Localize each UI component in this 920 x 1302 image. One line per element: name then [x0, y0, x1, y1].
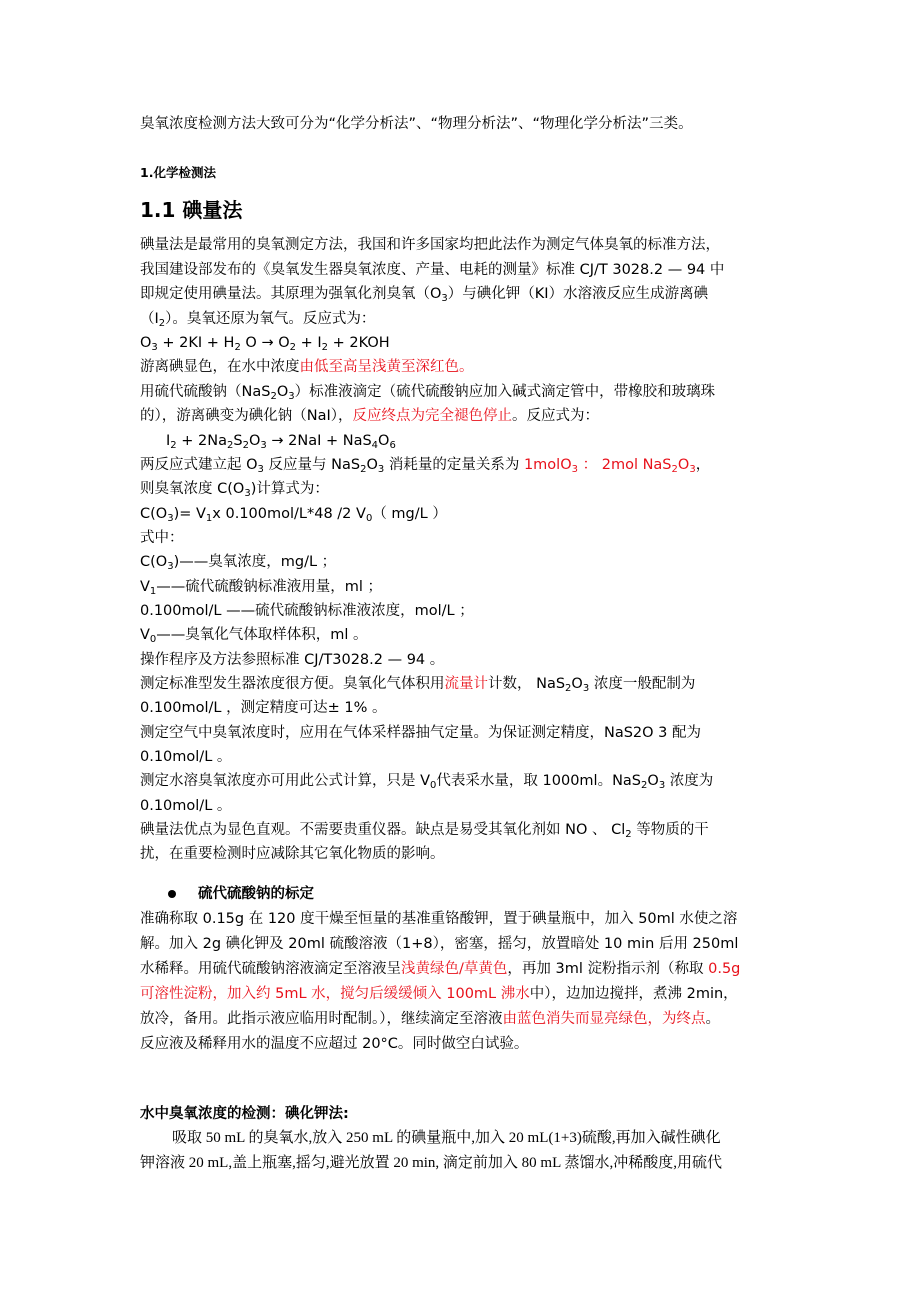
text-run: 浅黄绿色/草黄色 [401, 961, 508, 977]
water-ozone-heading: 水中臭氧浓度的检测：碘化钾法: [140, 1106, 349, 1122]
text-run: )= V [173, 506, 206, 522]
text-run: 2 [565, 683, 572, 694]
color-description [140, 356, 785, 378]
text-run: V [140, 579, 150, 595]
text-run: 2 [321, 342, 329, 353]
text-run: S [233, 433, 243, 449]
text-run: 2 [625, 829, 632, 840]
text-run: ， [695, 457, 711, 473]
text-run: ——硫代硫酸钠标准液用量，ml ； [156, 579, 383, 595]
text-run: C(O [140, 506, 168, 522]
generator-measure-line-1 [140, 673, 785, 700]
text-run: 放冷，备用。此指示液应临用时配制。），继续滴定至溶液 [140, 1011, 503, 1027]
text-run: ，再加 3ml 淀粉指示剂（称取 [507, 961, 709, 977]
text-run: 2 [641, 780, 648, 791]
stoichiometry-relation [140, 454, 785, 481]
text-run: + I [296, 335, 322, 351]
calc-intro [140, 478, 785, 505]
text-run: 代表采水量，取 1000ml。NaS [436, 773, 642, 789]
equation-ozone-ki [140, 332, 785, 359]
text-run: 3 [658, 780, 666, 791]
text-run: 3 [689, 464, 696, 475]
text-run: 3 [582, 683, 590, 694]
text-run: 3 [377, 464, 385, 475]
text-run: 0.5g [708, 961, 741, 977]
text-run: 6 [389, 440, 396, 451]
text-run: + 2Na [176, 433, 227, 449]
text-run: 等物质的干 [631, 822, 709, 838]
text-run: 1molO [523, 457, 572, 473]
air-measure-line-1: 测定空气中臭氧浓度时，应用在气体采样器抽气定量。为保证测定精度，NaS2O 3 配为 [140, 725, 702, 741]
def-standard-conc: 0.100mol/L ——硫代硫酸钠标准液浓度，mol/L ； [140, 603, 474, 619]
text-run: 3 [151, 342, 158, 353]
text-run: 消耗量的定量关系为 [384, 457, 524, 473]
pros-cons-line-1 [140, 819, 785, 846]
text-run: 2 [234, 342, 241, 353]
calibration-line-4 [140, 983, 785, 1005]
text-run: 则臭氧浓度 C(O [140, 481, 245, 497]
text-run: 由低至高呈浅黄至深红色。 [299, 359, 474, 375]
text-run: 0 [430, 780, 437, 791]
text-run: 浓度一般配制为 [589, 676, 696, 692]
text-run: 3 [167, 561, 174, 572]
text-run: 3 [257, 464, 264, 475]
p1-line-3: 即规定使用碘量法。其原理为强氧化剂臭氧$(O_3)$与碘化钾（KI）水溶液反应生成游离碘 [140, 286, 709, 304]
text-run: ： 2mol NaS [578, 457, 672, 473]
text-run: 。反应式为： [512, 408, 600, 424]
equation-thiosulfate [166, 430, 811, 457]
text-run: )计算式为： [250, 481, 329, 497]
p1-line-2: 我国建设部发布的《臭氧发生器臭氧浓度、产量、电耗的测量》标准 CJ/T 3028.2 — 94 中 [140, 262, 725, 278]
section-heading-chemical: 1.化学检测法 [140, 165, 216, 180]
titration-line-2 [140, 405, 785, 427]
generator-measure-line-2: 0.100mol/L ，测定精度可达± 1% 。 [140, 700, 387, 716]
text-run: 1 [149, 586, 157, 597]
text-run: 用硫代硫酸钠（NaS [140, 384, 271, 400]
text-run: O [677, 457, 690, 473]
text-run: → 2NaI + NaS [266, 433, 372, 449]
text-run: 2 [671, 464, 678, 475]
text-run: 流量计 [444, 676, 488, 692]
text-run: 反应量与 NaS [263, 457, 361, 473]
procedure-reference: 操作程序及方法参照标准 CJ/T3028.2 — 94 。 [140, 652, 445, 668]
text-run: 由蓝色消失而显亮绿色，为终点 [502, 1011, 706, 1027]
text-run: 2 [226, 440, 234, 451]
water-measure-line-1 [140, 770, 785, 797]
water-measure-line-2: 0.10mol/L 。 [140, 798, 232, 814]
text-run: 可溶性淀粉，加入约 5mL 水，搅匀后缓缓倾入 100mL 沸水 [140, 986, 530, 1002]
text-run: 的），游离碘变为碘化钠（NaI）， [140, 408, 353, 424]
text-run: V [140, 627, 150, 643]
intro-paragraph: 臭氧浓度检测方法大致可分为“化学分析法”、“物理分析法”、“物理化学分析法”三类。 [140, 116, 693, 132]
text-run: O [571, 676, 583, 692]
text-run: 1 [205, 513, 213, 524]
text-run: 4 [371, 440, 379, 451]
calibration-line-6: 反应液及稀释用水的温度不应超过 20°C。同时做空白试验。 [140, 1036, 529, 1052]
text-run: 测定水溶臭氧浓度亦可用此公式计算，只是 V [140, 773, 431, 789]
text-run: 2 [360, 464, 367, 475]
p1-line-1: 碘量法是最常用的臭氧测定方法，我国和许多国家均把此法作为测定气体臭氧的标准方法， [140, 237, 720, 253]
air-measure-line-2: 0.10mol/L 。 [140, 749, 232, 765]
text-run: C(O [140, 554, 168, 570]
text-run: 2 [270, 391, 277, 402]
text-run: O [647, 773, 659, 789]
def-v1 [140, 576, 785, 603]
def-concentration [140, 551, 785, 578]
text-run: 3 [260, 440, 267, 451]
bullet-dot [168, 890, 176, 898]
text-run: O [366, 457, 378, 473]
text-run: 水稀释。用硫代硫酸钠溶液滴定至溶液呈 [140, 961, 401, 977]
water-method-line-1: 吸取 50 mL 的臭氧水,放入 250 mL 的碘量瓶中,加入 20 mL(1+3)硫酸,再加入碱性碘化 [172, 1130, 721, 1146]
text-run: 中），边加边搅拌，煮沸 2min， [529, 986, 738, 1002]
text-run: 。 [705, 1011, 720, 1027]
where-label: 式中： [140, 530, 184, 546]
text-run: 两反应式建立起 O [140, 457, 258, 473]
text-run: 3 [167, 513, 174, 524]
text-run: O [248, 433, 261, 449]
text-run: （ mg/L ） [372, 506, 447, 522]
pros-cons-line-2: 扰，在重要检测时应减除其它氧化物质的影响。 [140, 846, 445, 862]
text-run: 3 [244, 488, 251, 499]
text-run: + 2KI + H [157, 335, 235, 351]
text-run: O [378, 433, 390, 449]
text-run: 2 [289, 342, 297, 353]
text-run: 0 [365, 513, 373, 524]
text-run: x 0.100mol/L*48 /2 V [212, 506, 366, 522]
text-run: O → O [240, 335, 290, 351]
text-run: 游离碘显色，在水中浓度 [140, 359, 300, 375]
bullet-heading-calibration: 硫代硫酸钠的标定 [198, 886, 314, 902]
concentration-formula [140, 503, 785, 530]
text-run: 0 [149, 634, 157, 645]
text-run: 测定标准型发生器浓度很方便。臭氧化气体积用 [140, 676, 445, 692]
text-run: 反应终点为完全褪色停止 [352, 408, 513, 424]
calibration-line-5 [140, 1008, 785, 1030]
text-run: I [166, 433, 171, 449]
water-method-line-2: 钾溶液 20 mL,盖上瓶塞,摇匀,避光放置 20 min, 滴定前加入 80 mL 蒸馏水,冲稀酸度,用硫代 [140, 1155, 722, 1171]
text-run: ——臭氧化气体取样体积，ml 。 [156, 627, 368, 643]
calibration-line-1: 准确称取 0.15g 在 120 度干燥至恒量的基准重铬酸钾，置于碘量瓶中，加入 50ml 水使之溶 [140, 911, 738, 927]
text-run: 浓度为 [665, 773, 714, 789]
text-run: 碘量法优点为显色直观。不需要贵重仪器。缺点是易受其氧化剂如 NO 、 Cl [140, 822, 626, 838]
calibration-line-3 [140, 958, 785, 980]
text-run: + 2KOH [328, 335, 390, 351]
text-run: 3 [571, 464, 578, 475]
calibration-line-2: 解。加入 2g 碘化钾及 20ml 硫酸溶液（1+8），密塞，摇匀，放置暗处 10 min 后用 250ml [140, 936, 739, 952]
heading-iodometry: 1.1 碘量法 [140, 198, 243, 222]
titration-line-1 [140, 381, 785, 408]
text-run: 计数， NaS [488, 676, 566, 692]
text-run: 3 [288, 391, 295, 402]
text-run: O [140, 335, 152, 351]
p1-line-4: $(I_2)$。臭氧还原为氧气。反应式为： [140, 311, 376, 329]
text-run: 2 [242, 440, 249, 451]
text-run: O [276, 384, 289, 400]
text-run: 2 [170, 440, 177, 451]
text-run: )——臭氧浓度，mg/L ； [173, 554, 337, 570]
def-v0 [140, 624, 785, 651]
text-run: ）标准液滴定（硫代硫酸钠应加入碱式滴定管中，带橡胶和玻璃珠 [294, 384, 716, 400]
